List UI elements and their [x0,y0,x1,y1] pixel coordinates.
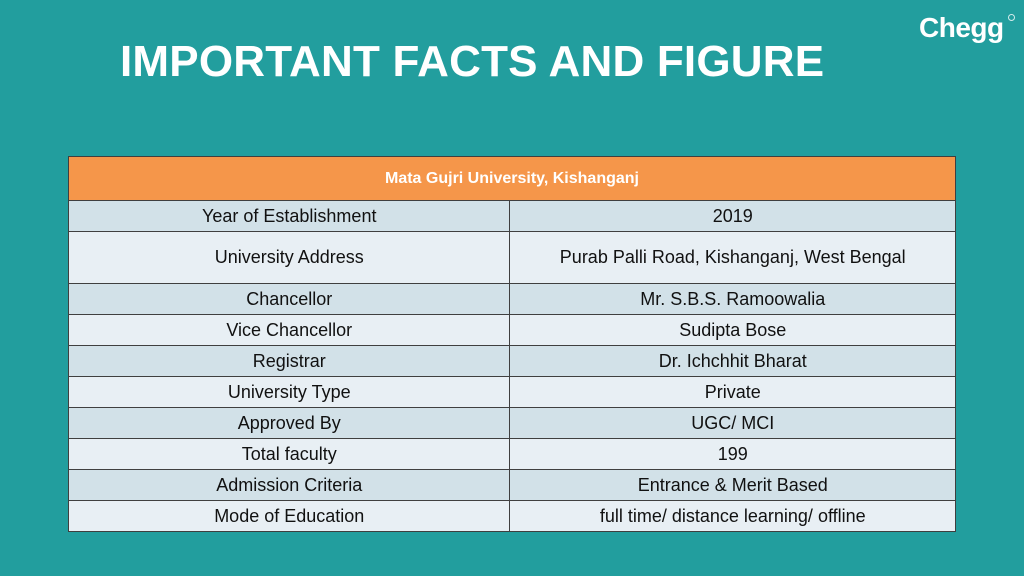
row-label: Vice Chancellor [69,315,510,346]
row-value: Entrance & Merit Based [510,470,956,501]
table-row [69,232,956,284]
table-row [69,439,956,470]
table-row [69,315,956,346]
row-label: Total faculty [69,439,510,470]
row-value: 199 [510,439,956,470]
table-row [69,470,956,501]
table-row [69,284,956,315]
row-label: University Address [69,232,510,284]
row-label: Registrar [69,346,510,377]
row-label: University Type [69,377,510,408]
registered-mark-icon [1008,14,1015,21]
chegg-logo: Chegg [919,12,1004,43]
slide-title: IMPORTANT FACTS AND FIGURE [120,37,825,86]
row-label: Approved By [69,408,510,439]
row-value: Mr. S.B.S. Ramoowalia [510,284,956,315]
row-value: Dr. Ichchhit Bharat [510,346,956,377]
row-value: Private [510,377,956,408]
row-label: Mode of Education [69,501,510,532]
table-row [69,377,956,408]
row-label: Admission Criteria [69,470,510,501]
facts-table [68,156,956,532]
table-row [69,408,956,439]
table-row [69,346,956,377]
row-value: full time/ distance learning/ offline [510,501,956,532]
row-label: Chancellor [69,284,510,315]
row-value: Purab Palli Road, Kishanganj, West Bengal [510,232,956,284]
row-value: 2019 [510,201,956,232]
row-label: Year of Establishment [69,201,510,232]
table-header-row [69,157,956,201]
table-header: Mata Gujri University, Kishanganj [69,157,956,201]
table-row [69,201,956,232]
row-value: UGC/ MCI [510,408,956,439]
table-row [69,501,956,532]
row-value: Sudipta Bose [510,315,956,346]
